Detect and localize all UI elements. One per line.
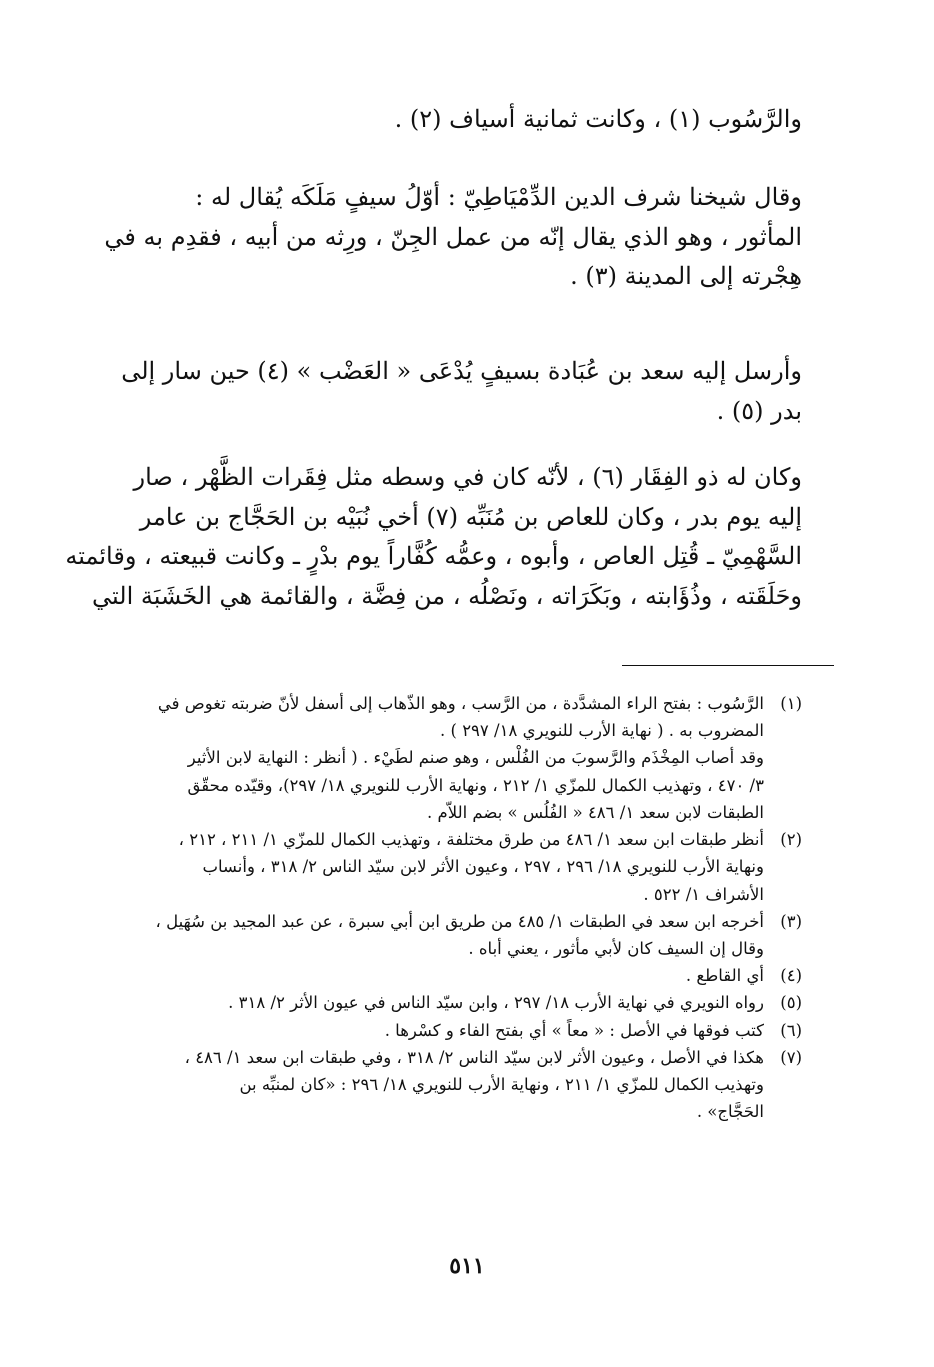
text-line: هِجْرته إلى المدينة (٣) . [570, 262, 802, 291]
paragraph-3 [121, 352, 802, 431]
footnote-line: وقال إن السيف كان لأبي مأثور ، يعني أباه . [468, 938, 764, 958]
text-line: وقال شيخنا شرف الدين الدِّمْيَاطِيّ : أوّلُ سيفٍ مَلَكَه يُقال له : [195, 183, 802, 211]
footnote-separator [622, 665, 834, 666]
footnote-line: كتب فوقها في الأصل : « معاً » أي بفتح الفاء و كسْرها . [384, 1020, 764, 1040]
footnote-line: ٣/ ٤٧٠ ، وتهذيب الكمال للمزّي ١/ ٢١٢ ، ونهاية الأرب للنويري ١٨/ ٢٩٧)، وقيّده محقّق [187, 775, 764, 795]
footnote-line: رواه النويري في نهاية الأرب ١٨/ ٢٩٧ ، وابن سيّد الناس في عيون الأثر ٢/ ٣١٨ . [228, 993, 764, 1013]
footnote-line: الرَّسُوب : بفتح الراء المشدَّدة ، من الرَّسب ، وهو الذّهاب إلى أسفل لأنّ ضربته تغوص في [157, 694, 764, 713]
footnote-line: وتهذيب الكمال للمزّي ١/ ٢١١ ، ونهاية الأرب للنويري ١٨/ ٢٩٦ : «كان لمنبِّه بن [239, 1075, 764, 1095]
page-number: ٥١١ [449, 1253, 485, 1279]
footnote-number: (٢) [780, 830, 802, 850]
paragraph-4 [65, 458, 802, 616]
text-line: وحَلَقَته ، وذُؤَابته ، وبَكَرَاته ، ونَصْلُه ، من فِضَّة ، والقائمة هي الخَشَبَة التي [92, 581, 802, 610]
footnote-2 [132, 826, 802, 908]
footnote-number: (٦) [780, 1020, 802, 1040]
footnote-3 [132, 908, 802, 962]
footnote-line: هكذا في الأصل ، وعيون الأثر لابن سيّد الناس ٢/ ٣١٨ ، وفي طبقات ابن سعد ١/ ٤٨٦ ، [184, 1047, 764, 1067]
footnote-5 [132, 989, 802, 1016]
footnote-line: وقد أصاب المِخْذَم والرَّسوبَ من الفُلْس ، وهو صنم لطَيْء . ( أنظر : النهاية لابن الأثير [187, 748, 764, 768]
text-line: والرَّسُوب (١) ، وكانت ثمانية أسياف (٢) . [394, 105, 802, 133]
footnote-line: ونهاية الأرب للنويري ١٨/ ٢٩٦ ، ٢٩٧ ، وعيون الأثر لابن سيّد الناس ٢/ ٣١٨ ، وأنساب [202, 857, 764, 877]
footnote-line: أي القاطع . [685, 966, 764, 986]
footnote-line: الأشراف ١/ ٥٢٢ . [643, 884, 764, 904]
footnotes [132, 690, 802, 1126]
text-line: السَّهْمِيّ ـ قُتِل العاص ، وأبوه ، وعمُّه كُفَّاراً يوم بدْرٍ ـ وكانت قبيعته ، وقائمته [65, 542, 802, 571]
footnote-line: الطبقات لابن سعد ١/ ٤٨٦ « الفُلُس » بضم اللاّم . [427, 802, 764, 822]
footnote-number: (١) [780, 694, 802, 713]
footnote-6 [132, 1017, 802, 1044]
text-line: المأثور ، وهو الذي يقال إنّه من عمل الجِنّ ، ورِثه من أبيه ، فقدِم به في [104, 222, 802, 251]
text-line: وأرسل إليه سعد بن عُبَادة بسيفٍ يُدْعَى « العَضْب » (٤) حين سار إلى [121, 357, 802, 385]
paragraph-1 [132, 100, 802, 140]
footnote-7 [132, 1044, 802, 1126]
text-line: بدر (٥) . [716, 396, 802, 425]
footnote-number: (٥) [780, 993, 802, 1013]
footnote-number: (٧) [780, 1047, 802, 1067]
paragraph-2 [104, 178, 802, 297]
footnote-number: (٤) [780, 966, 802, 986]
footnote-line: المضروب به . ( نهاية الأرب للنويري ١٨/ ٢٩٧ ) . [440, 721, 764, 741]
footnote-line: أنظر طبقات ابن سعد ١/ ٤٨٦ من طرق مختلفة ، وتهذيب الكمال للمزّي ١/ ٢١١ ، ٢١٢ ، [178, 830, 764, 850]
text-line: إليه يوم بدر ، وكان للعاص بن مُنَبِّه (٧) أخي نُبَيْه بن الحَجَّاج بن عامر [139, 502, 802, 531]
text-line: وكان له ذو الفِقَار (٦) ، لأنّه كان في وسطه مثل فِقَرات الظَّهْر ، صار [133, 463, 802, 491]
footnote-number: (٣) [780, 911, 802, 931]
footnote-1 [132, 690, 802, 826]
footnote-line: الحَجَّاج» . [696, 1102, 764, 1122]
footnote-line: أخرجه ابن سعد في الطبقات ١/ ٤٨٥ من طريق ابن أبي سبرة ، عن عبد المجيد بن سُهَيل ، [155, 911, 764, 931]
footnote-4 [132, 962, 802, 989]
